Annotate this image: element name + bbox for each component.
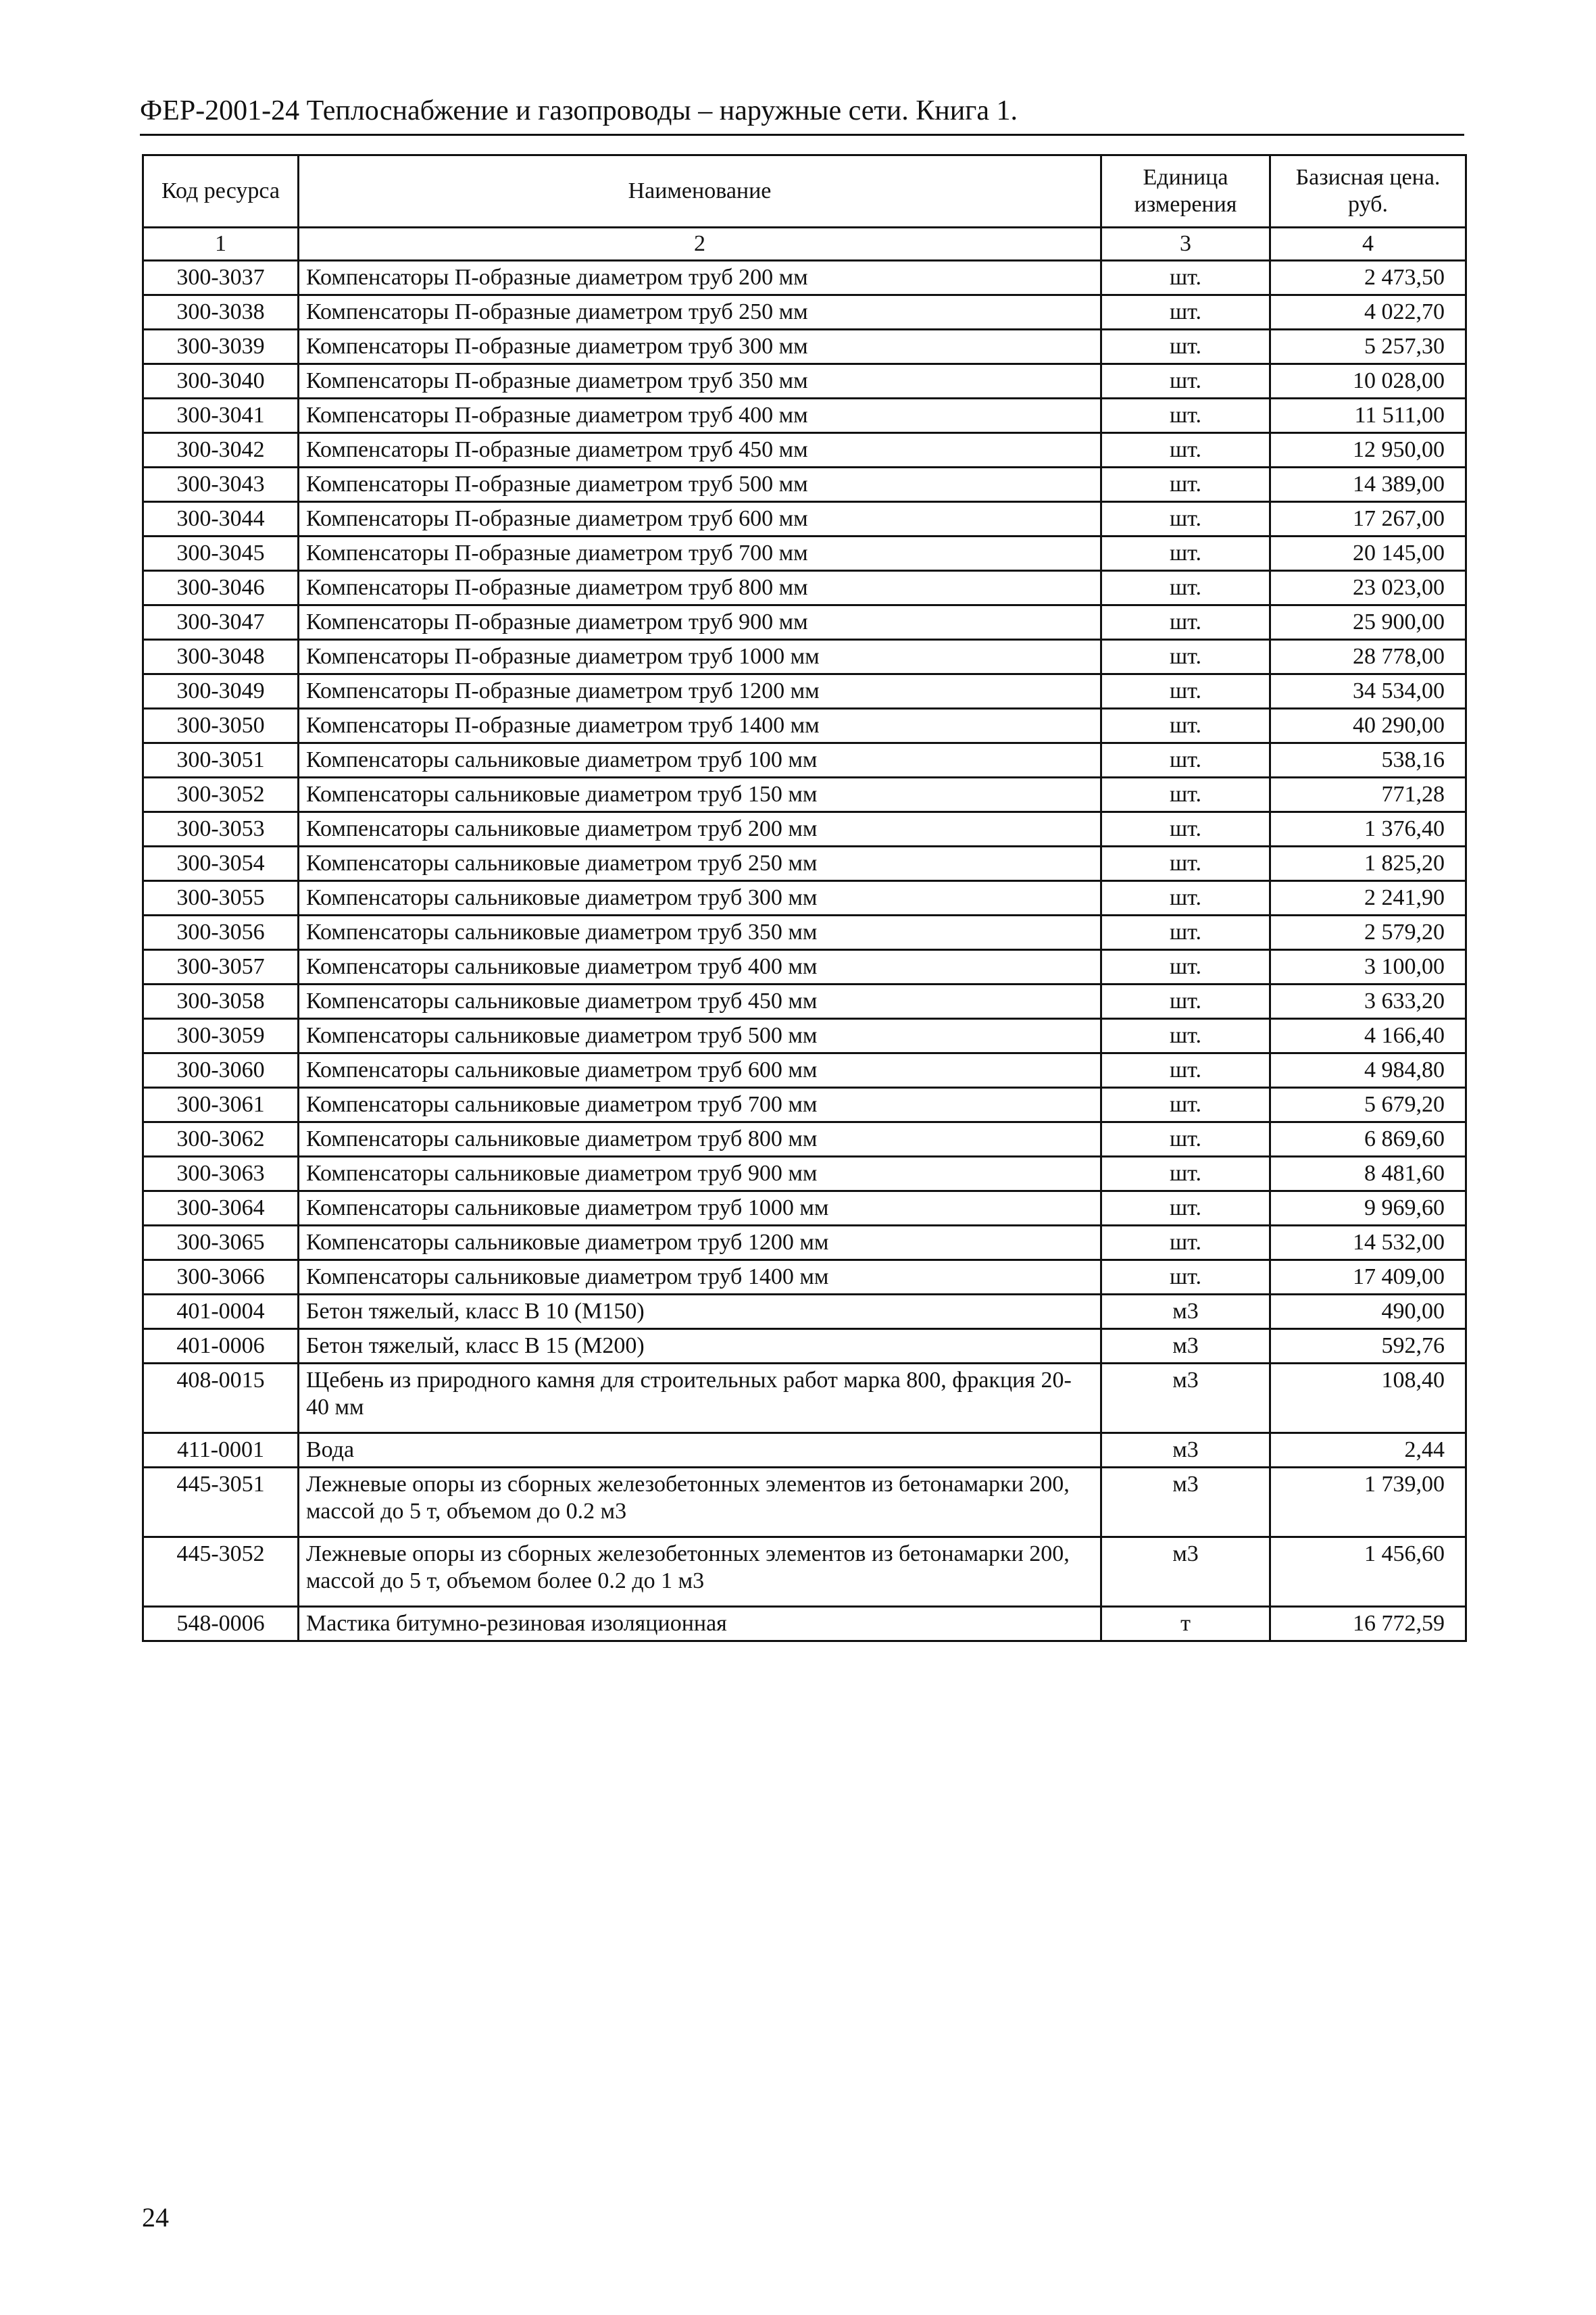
table-row [143,709,1466,743]
cell-resource-name: Компенсаторы П-образные диаметром труб 450 мм [299,433,1101,468]
cell-base-price: 108,40 [1270,1364,1466,1433]
cell-resource-code: 300-3047 [143,605,299,640]
cell-resource-code: 300-3046 [143,571,299,605]
cell-resource-code: 411-0001 [143,1433,299,1468]
cell-resource-name: Компенсаторы П-образные диаметром труб 300 мм [299,330,1101,364]
table-row [143,985,1466,1019]
cell-unit: шт. [1101,1157,1270,1191]
cell-base-price: 40 290,00 [1270,709,1466,743]
cell-resource-name: Компенсаторы сальниковые диаметром труб 900 мм [299,1157,1101,1191]
table-body [143,261,1466,1641]
cell-base-price: 2 579,20 [1270,916,1466,950]
cell-resource-name: Компенсаторы П-образные диаметром труб 1400 мм [299,709,1101,743]
cell-base-price: 28 778,00 [1270,640,1466,674]
cell-base-price: 1 825,20 [1270,847,1466,881]
cell-resource-code: 300-3062 [143,1122,299,1157]
column-number: 4 [1270,228,1466,261]
price-table-container [142,154,1465,1642]
cell-unit: шт. [1101,1088,1270,1122]
page-header: ФЕР-2001-24 Теплоснабжение и газопроводы – наружные сети. Книга 1. [140,95,1018,126]
cell-base-price: 9 969,60 [1270,1191,1466,1226]
cell-base-price: 34 534,00 [1270,674,1466,709]
cell-resource-name: Лежневые опоры из сборных железобетонных элементов из бетонамарки 200, массой до 5 т, объемом до 0.2 м3 [299,1468,1101,1537]
cell-base-price: 20 145,00 [1270,537,1466,571]
cell-unit: шт. [1101,950,1270,985]
table-header-row [143,155,1466,228]
price-table [142,154,1467,1642]
cell-unit: шт. [1101,812,1270,847]
cell-base-price: 8 481,60 [1270,1157,1466,1191]
cell-unit: шт. [1101,985,1270,1019]
cell-base-price: 6 869,60 [1270,1122,1466,1157]
cell-base-price: 5 257,30 [1270,330,1466,364]
column-header-code: Код ресурса [143,155,299,228]
table-row [143,1088,1466,1122]
cell-unit: шт. [1101,1053,1270,1088]
table-row [143,433,1466,468]
cell-base-price: 25 900,00 [1270,605,1466,640]
cell-resource-code: 300-3051 [143,743,299,778]
table-row [143,640,1466,674]
cell-resource-code: 300-3040 [143,364,299,399]
cell-resource-code: 300-3049 [143,674,299,709]
cell-unit: шт. [1101,261,1270,295]
cell-base-price: 14 532,00 [1270,1226,1466,1260]
column-header-name: Наименование [299,155,1101,228]
cell-base-price: 17 409,00 [1270,1260,1466,1295]
cell-unit: м3 [1101,1295,1270,1329]
cell-resource-code: 300-3065 [143,1226,299,1260]
cell-base-price: 10 028,00 [1270,364,1466,399]
table-row [143,1157,1466,1191]
cell-resource-code: 300-3052 [143,778,299,812]
cell-unit: шт. [1101,399,1270,433]
cell-unit: шт. [1101,1019,1270,1053]
cell-resource-code: 300-3037 [143,261,299,295]
cell-resource-name: Компенсаторы сальниковые диаметром труб 1200 мм [299,1226,1101,1260]
table-row [143,502,1466,537]
table-row [143,1053,1466,1088]
cell-resource-code: 300-3055 [143,881,299,916]
cell-unit: шт. [1101,468,1270,502]
cell-resource-name: Компенсаторы П-образные диаметром труб 800 мм [299,571,1101,605]
cell-base-price: 16 772,59 [1270,1607,1466,1641]
cell-resource-name: Компенсаторы П-образные диаметром труб 1200 мм [299,674,1101,709]
cell-base-price: 3 100,00 [1270,950,1466,985]
cell-resource-code: 300-3064 [143,1191,299,1226]
cell-resource-name: Компенсаторы сальниковые диаметром труб 200 мм [299,812,1101,847]
table-row [143,916,1466,950]
cell-resource-code: 300-3061 [143,1088,299,1122]
cell-resource-name: Компенсаторы сальниковые диаметром труб 1400 мм [299,1260,1101,1295]
cell-resource-code: 300-3043 [143,468,299,502]
cell-resource-code: 445-3052 [143,1537,299,1607]
cell-unit: шт. [1101,674,1270,709]
table-row [143,1329,1466,1364]
cell-resource-code: 401-0004 [143,1295,299,1329]
column-header-unit: Единица измерения [1101,155,1270,228]
cell-resource-name: Компенсаторы сальниковые диаметром труб 450 мм [299,985,1101,1019]
cell-resource-code: 445-3051 [143,1468,299,1537]
cell-resource-code: 401-0006 [143,1329,299,1364]
cell-resource-code: 300-3050 [143,709,299,743]
table-row [143,1364,1466,1433]
cell-unit: м3 [1101,1329,1270,1364]
table-row [143,847,1466,881]
cell-resource-name: Компенсаторы сальниковые диаметром труб 800 мм [299,1122,1101,1157]
table-row [143,571,1466,605]
table-row [143,295,1466,330]
table-row [143,1191,1466,1226]
cell-base-price: 1 739,00 [1270,1468,1466,1537]
cell-resource-code: 300-3058 [143,985,299,1019]
header-rule [140,134,1464,136]
cell-unit: шт. [1101,433,1270,468]
cell-base-price: 17 267,00 [1270,502,1466,537]
cell-unit: шт. [1101,605,1270,640]
cell-resource-name: Компенсаторы П-образные диаметром труб 250 мм [299,295,1101,330]
cell-resource-code: 300-3053 [143,812,299,847]
cell-resource-name: Компенсаторы сальниковые диаметром труб 1000 мм [299,1191,1101,1226]
cell-unit: м3 [1101,1537,1270,1607]
table-row [143,1607,1466,1641]
cell-resource-name: Компенсаторы сальниковые диаметром труб 300 мм [299,881,1101,916]
cell-resource-code: 548-0006 [143,1607,299,1641]
cell-unit: м3 [1101,1468,1270,1537]
cell-resource-code: 300-3057 [143,950,299,985]
table-row [143,537,1466,571]
cell-resource-name: Компенсаторы П-образные диаметром труб 600 мм [299,502,1101,537]
cell-unit: шт. [1101,881,1270,916]
cell-base-price: 2 241,90 [1270,881,1466,916]
cell-unit: шт. [1101,364,1270,399]
cell-resource-code: 300-3044 [143,502,299,537]
cell-base-price: 490,00 [1270,1295,1466,1329]
cell-unit: шт. [1101,537,1270,571]
cell-base-price: 592,76 [1270,1329,1466,1364]
cell-base-price: 5 679,20 [1270,1088,1466,1122]
cell-resource-name: Компенсаторы П-образные диаметром труб 500 мм [299,468,1101,502]
cell-base-price: 12 950,00 [1270,433,1466,468]
table-row [143,778,1466,812]
cell-resource-name: Компенсаторы сальниковые диаметром труб 600 мм [299,1053,1101,1088]
cell-resource-code: 408-0015 [143,1364,299,1433]
cell-base-price: 3 633,20 [1270,985,1466,1019]
cell-unit: шт. [1101,709,1270,743]
table-row [143,1537,1466,1607]
table-row [143,881,1466,916]
cell-unit: м3 [1101,1364,1270,1433]
table-row [143,950,1466,985]
page-number: 24 [142,2202,169,2233]
cell-unit: шт. [1101,778,1270,812]
cell-unit: шт. [1101,295,1270,330]
table-row [143,1122,1466,1157]
cell-unit: шт. [1101,330,1270,364]
cell-unit: шт. [1101,502,1270,537]
cell-resource-code: 300-3063 [143,1157,299,1191]
cell-resource-code: 300-3060 [143,1053,299,1088]
cell-resource-name: Компенсаторы сальниковые диаметром труб 700 мм [299,1088,1101,1122]
cell-resource-code: 300-3042 [143,433,299,468]
cell-unit: шт. [1101,847,1270,881]
cell-base-price: 2,44 [1270,1433,1466,1468]
cell-unit: шт. [1101,1191,1270,1226]
table-row [143,1433,1466,1468]
cell-resource-code: 300-3066 [143,1260,299,1295]
cell-resource-name: Компенсаторы сальниковые диаметром труб 250 мм [299,847,1101,881]
cell-base-price: 4 984,80 [1270,1053,1466,1088]
cell-unit: шт. [1101,640,1270,674]
table-row [143,364,1466,399]
table-row [143,605,1466,640]
cell-resource-code: 300-3054 [143,847,299,881]
table-row [143,1295,1466,1329]
cell-resource-name: Бетон тяжелый, класс В 10 (М150) [299,1295,1101,1329]
cell-base-price: 771,28 [1270,778,1466,812]
cell-resource-name: Щебень из природного камня для строительных работ марка 800, фракция 20-40 мм [299,1364,1101,1433]
cell-resource-name: Лежневые опоры из сборных железобетонных элементов из бетонамарки 200, массой до 5 т, объемом более 0.2 до 1 м3 [299,1537,1101,1607]
column-number: 2 [299,228,1101,261]
cell-resource-name: Компенсаторы П-образные диаметром труб 350 мм [299,364,1101,399]
table-row [143,261,1466,295]
cell-unit: м3 [1101,1433,1270,1468]
cell-resource-name: Компенсаторы сальниковые диаметром труб 150 мм [299,778,1101,812]
table-row [143,399,1466,433]
cell-resource-code: 300-3041 [143,399,299,433]
cell-resource-code: 300-3056 [143,916,299,950]
table-row [143,1468,1466,1537]
cell-resource-code: 300-3048 [143,640,299,674]
cell-base-price: 1 456,60 [1270,1537,1466,1607]
cell-resource-name: Компенсаторы П-образные диаметром труб 400 мм [299,399,1101,433]
cell-resource-name: Компенсаторы сальниковые диаметром труб 100 мм [299,743,1101,778]
table-row [143,743,1466,778]
table-row [143,468,1466,502]
table-row [143,812,1466,847]
cell-unit: шт. [1101,1122,1270,1157]
table-row [143,1260,1466,1295]
cell-base-price: 1 376,40 [1270,812,1466,847]
table-row [143,1019,1466,1053]
cell-base-price: 14 389,00 [1270,468,1466,502]
cell-resource-code: 300-3045 [143,537,299,571]
cell-unit: т [1101,1607,1270,1641]
cell-resource-code: 300-3059 [143,1019,299,1053]
column-header-price: Базисная цена. руб. [1270,155,1466,228]
cell-resource-name: Вода [299,1433,1101,1468]
cell-resource-name: Компенсаторы сальниковые диаметром труб 500 мм [299,1019,1101,1053]
table-row [143,674,1466,709]
cell-resource-name: Компенсаторы сальниковые диаметром труб 350 мм [299,916,1101,950]
cell-resource-code: 300-3039 [143,330,299,364]
column-number-row [143,228,1466,261]
cell-resource-name: Компенсаторы П-образные диаметром труб 1000 мм [299,640,1101,674]
cell-unit: шт. [1101,743,1270,778]
cell-base-price: 538,16 [1270,743,1466,778]
cell-resource-name: Компенсаторы П-образные диаметром труб 200 мм [299,261,1101,295]
cell-base-price: 4 022,70 [1270,295,1466,330]
cell-base-price: 4 166,40 [1270,1019,1466,1053]
cell-unit: шт. [1101,1226,1270,1260]
cell-resource-name: Мастика битумно-резиновая изоляционная [299,1607,1101,1641]
cell-resource-code: 300-3038 [143,295,299,330]
table-row [143,330,1466,364]
column-number: 1 [143,228,299,261]
cell-base-price: 23 023,00 [1270,571,1466,605]
column-number: 3 [1101,228,1270,261]
cell-base-price: 11 511,00 [1270,399,1466,433]
cell-unit: шт. [1101,916,1270,950]
cell-resource-name: Компенсаторы П-образные диаметром труб 700 мм [299,537,1101,571]
table-row [143,1226,1466,1260]
cell-base-price: 2 473,50 [1270,261,1466,295]
cell-resource-name: Компенсаторы П-образные диаметром труб 900 мм [299,605,1101,640]
cell-unit: шт. [1101,1260,1270,1295]
cell-resource-name: Бетон тяжелый, класс В 15 (М200) [299,1329,1101,1364]
cell-resource-name: Компенсаторы сальниковые диаметром труб 400 мм [299,950,1101,985]
cell-unit: шт. [1101,571,1270,605]
